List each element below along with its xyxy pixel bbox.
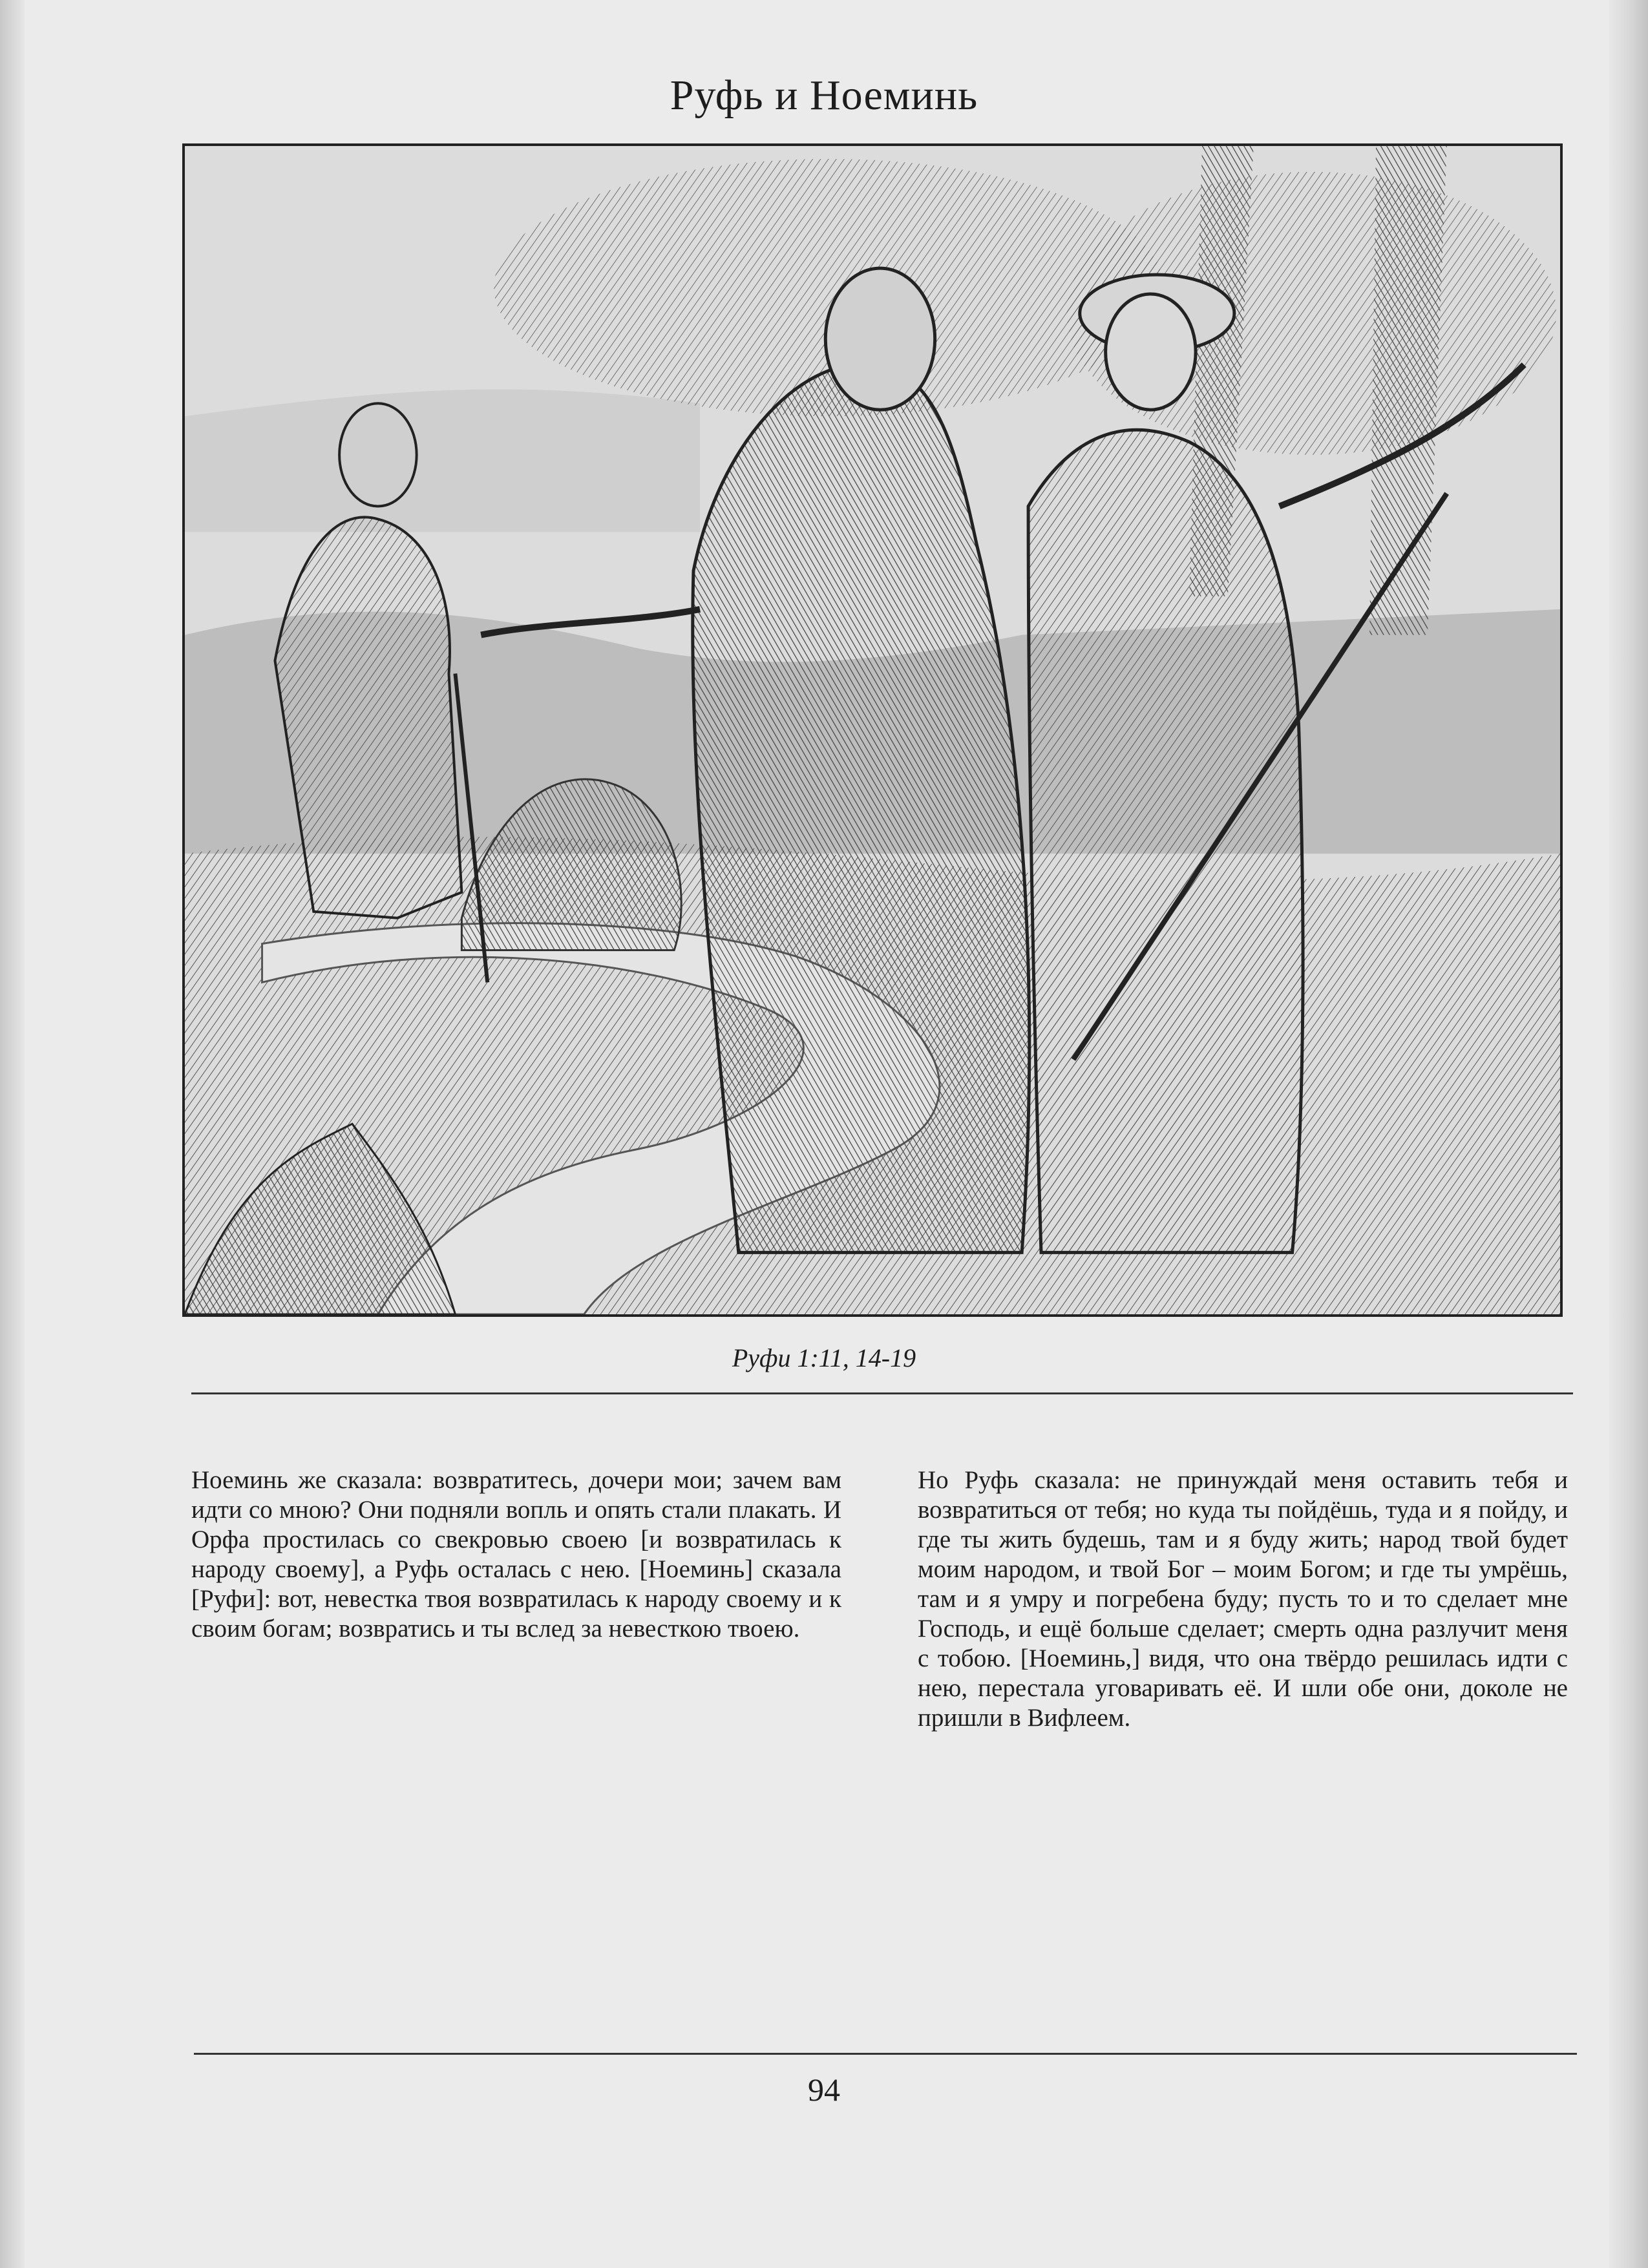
illustration-caption: Руфи 1:11, 14-19 (732, 1343, 916, 1372)
page-number: 94 (808, 2072, 840, 2108)
engraving-illustration (182, 143, 1563, 1317)
text-column-right: Но Руфь сказала: не принуждай меня оставить тебя и возвратиться от тебя; но куда ты пойдёшь, туда и я пойду, и где ты жить будешь, там и я буду жить; народ твой будет моим народом, и твой Бог – моим Богом; и где ты умрёшь, там и я умру и погребена буду; пусть то и то сделает мне Господь, и ещё больше сделает; смерть одна разлучит меня с тобою. [Ноеминь,] видя, что она твёрдо решилась идти с нею, перестала уговаривать её. И шли обе они, доколе не пришли в Вифлеем. (918, 1466, 1568, 1732)
engraving-picture (185, 146, 1560, 1314)
divider-bottom (194, 2053, 1577, 2055)
divider-top (191, 1392, 1573, 1394)
scan-edge-right (1609, 0, 1648, 2268)
page-title: Руфь и Ноеминь (670, 72, 978, 119)
text-column-left: Ноеминь же сказала: возвратитесь, дочери мои; зачем вам идти со мною? Они подняли вопль и опять стали плакать. И Орфа простилась со свекровью своею [и возвратилась к народу своему], а Руфь осталась с нею. [Ноеминь] сказала [Руфи]: вот, невестка твоя возвратилась к народу своему и к своим богам; возвратись и ты вслед за невесткою твоею. (191, 1466, 841, 1643)
scan-edge-left (0, 0, 25, 2268)
